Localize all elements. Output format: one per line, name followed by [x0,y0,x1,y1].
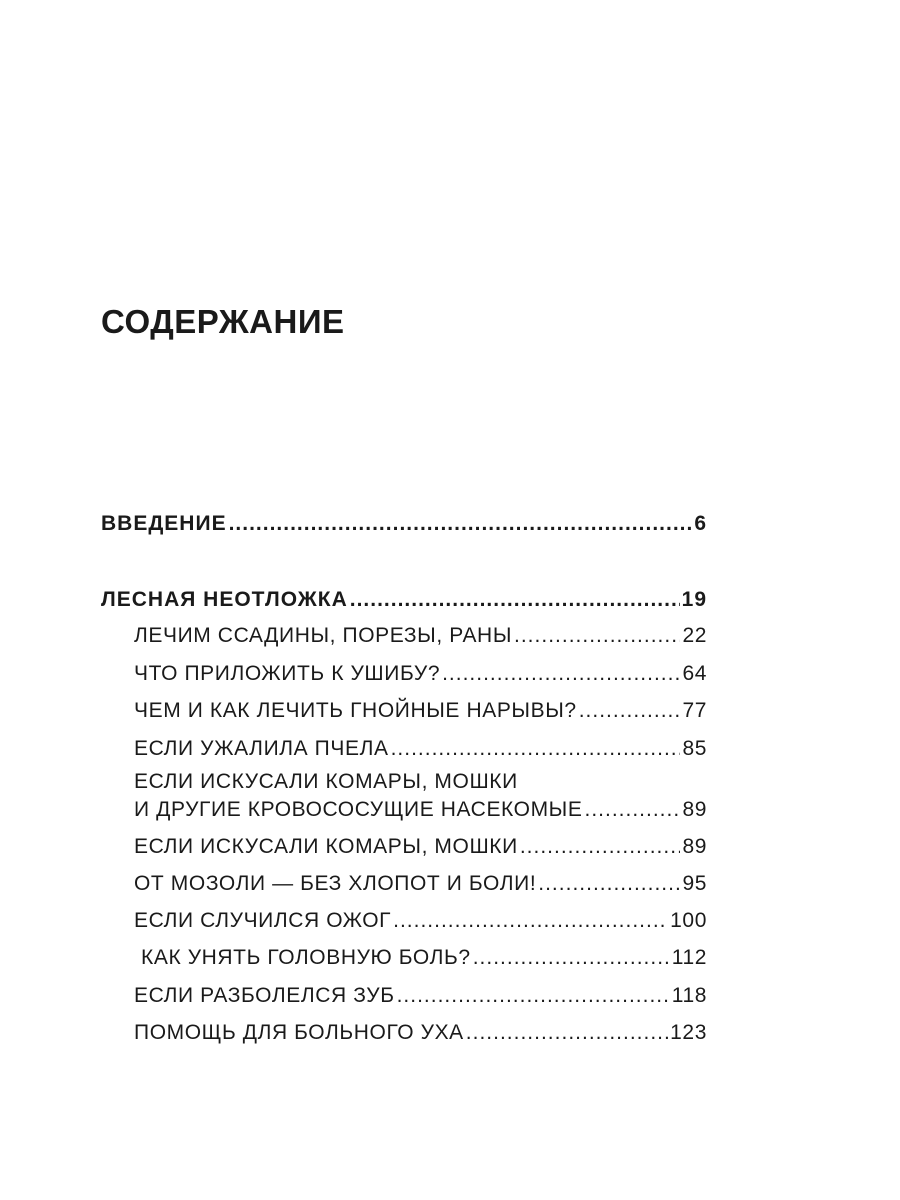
toc-entry[interactable] [134,907,707,935]
toc-entry-page: 22 [682,624,707,647]
dot-leader [442,660,680,688]
toc-entry[interactable] [134,660,707,688]
toc-entry[interactable] [134,1019,707,1047]
toc-entry-page: 123 [670,1021,707,1044]
toc-entry-page: 89 [682,798,707,821]
toc-entry-title: ЕСЛИ ИСКУСАЛИ КОМАРЫ, МОШКИ [134,835,518,858]
dot-leader [579,697,681,725]
toc-entry-multiline[interactable] [134,768,707,824]
toc-entry-line2 [134,796,707,824]
toc-entry-title: КАК УНЯТЬ ГОЛОВНУЮ БОЛЬ? [141,946,471,969]
toc-entry-title: ОТ МОЗОЛИ — БЕЗ ХЛОПОТ И БОЛИ! [134,872,537,895]
dot-leader [229,510,693,538]
toc-entry-page: 85 [682,737,707,760]
toc-entry[interactable] [134,735,707,763]
toc-entry-page: 100 [670,909,707,932]
toc-entry-page: 19 [681,588,707,611]
toc-entry-title: ЕСЛИ УЖАЛИЛА ПЧЕЛА [134,737,389,760]
toc-entry[interactable] [141,944,707,972]
toc-entry-title: ЛЕСНАЯ НЕОТЛОЖКА [101,588,348,611]
toc-entry[interactable] [134,833,707,861]
toc-entry-title: ЕСЛИ РАЗБОЛЕЛСЯ ЗУБ [134,984,395,1007]
toc-entry-page: 6 [694,512,707,535]
dot-leader [350,586,680,614]
dot-leader [514,622,680,650]
toc-entry-page: 89 [682,835,707,858]
toc-entry-title: ЛЕЧИМ ССАДИНЫ, ПОРЕЗЫ, РАНЫ [134,624,513,647]
toc-entry-chapter[interactable] [101,586,707,614]
dot-leader [538,870,680,898]
dot-leader [391,735,681,763]
toc-entry-title: ПОМОЩЬ ДЛЯ БОЛЬНОГО УХА [134,1021,464,1044]
toc-entry[interactable] [134,870,707,898]
dot-leader [393,907,668,935]
toc-entry-page: 64 [682,662,707,685]
dot-leader [466,1019,668,1047]
toc-entry-title: ВВЕДЕНИЕ [101,512,227,535]
toc-entry-page: 77 [682,699,707,722]
toc-entry-page: 112 [671,946,707,969]
toc-entry-page: 95 [682,872,707,895]
toc-entry-intro[interactable] [101,510,707,538]
toc-entry-title-line1: ЕСЛИ ИСКУСАЛИ КОМАРЫ, МОШКИ [134,770,518,793]
dot-leader [584,796,680,824]
toc-entry-title-line2: И ДРУГИЕ КРОВОСОСУЩИЕ НАСЕКОМЫЕ [134,798,583,821]
dot-leader [473,944,670,972]
toc-entry[interactable] [134,622,707,650]
toc-entry-title: ЧТО ПРИЛОЖИТЬ К УШИБУ? [134,662,441,685]
toc-entry-page: 118 [671,984,707,1007]
toc-entry-title: ЕСЛИ СЛУЧИЛСЯ ОЖОГ [134,909,392,932]
dot-leader [397,982,670,1010]
toc-entry[interactable] [134,982,707,1010]
toc-entry-title: ЧЕМ И КАК ЛЕЧИТЬ ГНОЙНЫЕ НАРЫВЫ? [134,699,577,722]
toc-entry[interactable] [134,697,707,725]
dot-leader [520,833,681,861]
page-title: СОДЕРЖАНИЕ [101,303,345,340]
